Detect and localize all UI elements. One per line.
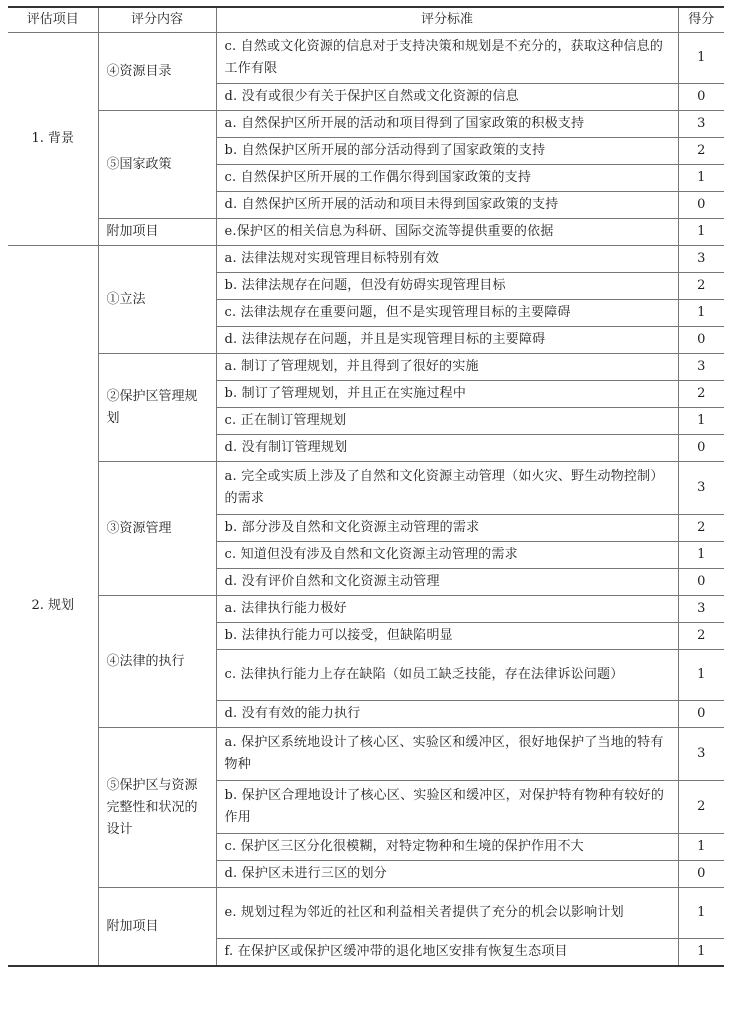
table-row	[8, 219, 724, 246]
criterion-cell: c. 保护区三区分化很模糊，对特定物种和生境的保护作用不大	[216, 834, 678, 861]
table-row	[8, 728, 724, 781]
criterion-cell: a. 完全或实质上涉及了自然和文化资源主动管理（如火灾、野生动物控制）的需求	[216, 462, 678, 515]
category-background: 1. 背景	[8, 33, 98, 246]
criterion-cell: c. 法律法规存在重要问题，但不是实现管理目标的主要障碍	[216, 300, 678, 327]
subitem-resource-directory: ④资源目录	[98, 33, 216, 111]
table-row	[8, 111, 724, 138]
subitem-legislation: ①立法	[98, 246, 216, 354]
score-cell: 3	[678, 354, 724, 381]
subitem-national-policy: ⑤国家政策	[98, 111, 216, 219]
score-cell: 1	[678, 834, 724, 861]
score-cell: 0	[678, 435, 724, 462]
score-cell: 0	[678, 569, 724, 596]
header-score: 得分	[678, 7, 724, 33]
score-cell: 3	[678, 111, 724, 138]
score-cell: 3	[678, 246, 724, 273]
score-cell: 1	[678, 408, 724, 435]
score-cell: 2	[678, 381, 724, 408]
score-cell: 1	[678, 939, 724, 967]
score-cell: 1	[678, 650, 724, 701]
criterion-cell: d. 保护区未进行三区的划分	[216, 861, 678, 888]
criterion-cell: a. 法律执行能力极好	[216, 596, 678, 623]
criterion-cell: c. 正在制订管理规划	[216, 408, 678, 435]
criterion-cell: a. 制订了管理规划，并且得到了很好的实施	[216, 354, 678, 381]
subitem-reserve-design: ⑤保护区与资源完整性和状况的设计	[98, 728, 216, 888]
score-cell: 3	[678, 596, 724, 623]
score-cell: 1	[678, 888, 724, 939]
criterion-cell: d. 没有有效的能力执行	[216, 701, 678, 728]
evaluation-table-container	[8, 6, 724, 967]
score-cell: 2	[678, 781, 724, 834]
criterion-cell: d. 没有评价自然和文化资源主动管理	[216, 569, 678, 596]
score-cell: 0	[678, 701, 724, 728]
score-cell: 1	[678, 219, 724, 246]
criterion-cell: c. 知道但没有涉及自然和文化资源主动管理的需求	[216, 542, 678, 569]
criterion-cell: b. 法律执行能力可以接受，但缺陷明显	[216, 623, 678, 650]
criterion-cell: e. 规划过程为邻近的社区和利益相关者提供了充分的机会以影响计划	[216, 888, 678, 939]
table-row	[8, 462, 724, 515]
score-cell: 2	[678, 138, 724, 165]
subitem-resource-management: ③资源管理	[98, 462, 216, 596]
criterion-cell: b. 制订了管理规划，并且正在实施过程中	[216, 381, 678, 408]
criterion-cell: c. 自然或文化资源的信息对于支持决策和规划是不充分的，获取这种信息的工作有限	[216, 33, 678, 84]
table-row	[8, 246, 724, 273]
criterion-cell: c. 自然保护区所开展的工作偶尔得到国家政策的支持	[216, 165, 678, 192]
header-content: 评分内容	[98, 7, 216, 33]
subitem-additional: 附加项目	[98, 888, 216, 967]
score-cell: 1	[678, 542, 724, 569]
score-cell: 0	[678, 192, 724, 219]
criterion-cell: d. 自然保护区所开展的活动和项目未得到国家政策的支持	[216, 192, 678, 219]
score-cell: 2	[678, 273, 724, 300]
header-row	[8, 7, 724, 33]
criterion-cell: b. 保护区合理地设计了核心区、实验区和缓冲区，对保护特有物种有较好的作用	[216, 781, 678, 834]
header-criteria: 评分标准	[216, 7, 678, 33]
criterion-cell: b. 自然保护区所开展的部分活动得到了国家政策的支持	[216, 138, 678, 165]
score-cell: 0	[678, 861, 724, 888]
criterion-cell: a. 保护区系统地设计了核心区、实验区和缓冲区，很好地保护了当地的特有物种	[216, 728, 678, 781]
subitem-management-plan: ②保护区管理规划	[98, 354, 216, 462]
table-row	[8, 33, 724, 84]
table-row	[8, 596, 724, 623]
evaluation-table	[8, 6, 724, 967]
score-cell: 3	[678, 462, 724, 515]
score-cell: 0	[678, 327, 724, 354]
criterion-cell: b. 部分涉及自然和文化资源主动管理的需求	[216, 515, 678, 542]
category-planning: 2. 规划	[8, 246, 98, 967]
score-cell: 1	[678, 300, 724, 327]
criterion-cell: b. 法律法规存在问题，但没有妨碍实现管理目标	[216, 273, 678, 300]
criterion-cell: a. 法律法规对实现管理目标特别有效	[216, 246, 678, 273]
score-cell: 1	[678, 33, 724, 84]
criterion-cell: c. 法律执行能力上存在缺陷（如员工缺乏技能，存在法律诉讼问题）	[216, 650, 678, 701]
subitem-additional: 附加项目	[98, 219, 216, 246]
score-cell: 1	[678, 165, 724, 192]
score-cell: 0	[678, 84, 724, 111]
criterion-cell: d. 没有制订管理规划	[216, 435, 678, 462]
criterion-cell: e.保护区的相关信息为科研、国际交流等提供重要的依据	[216, 219, 678, 246]
table-row	[8, 354, 724, 381]
subitem-law-enforcement: ④法律的执行	[98, 596, 216, 728]
score-cell: 2	[678, 623, 724, 650]
criterion-cell: d. 没有或很少有关于保护区自然或文化资源的信息	[216, 84, 678, 111]
criterion-cell: a. 自然保护区所开展的活动和项目得到了国家政策的积极支持	[216, 111, 678, 138]
criterion-cell: f. 在保护区或保护区缓冲带的退化地区安排有恢复生态项目	[216, 939, 678, 967]
table-row	[8, 888, 724, 939]
score-cell: 2	[678, 515, 724, 542]
criterion-cell: d. 法律法规存在问题，并且是实现管理目标的主要障碍	[216, 327, 678, 354]
score-cell: 3	[678, 728, 724, 781]
header-item: 评估项目	[8, 7, 98, 33]
